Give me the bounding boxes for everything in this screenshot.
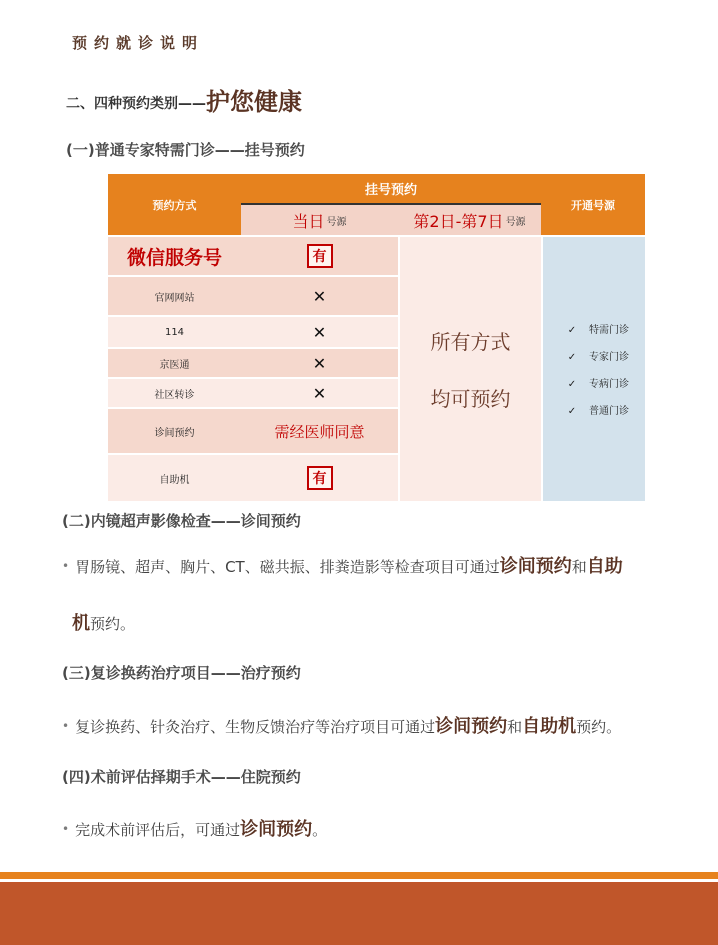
emphasis-kiosk-cont: 机 (72, 613, 90, 634)
emphasis-kiosk: 自助 (586, 556, 623, 577)
row-label-community (108, 379, 241, 407)
paragraph-text: 预约。 (576, 718, 622, 736)
cross-icon: ✕ (312, 353, 327, 373)
subheading-registration: (一)普通专家特需门诊——挂号预约 (66, 141, 305, 159)
paragraph-text: 和 (507, 718, 523, 736)
appointment-table (108, 174, 645, 501)
paragraph-endoscopy-cont (72, 609, 135, 635)
check-icon: ✓ (567, 325, 577, 336)
row-today-kiosk (241, 455, 398, 501)
bullet-icon: • (62, 822, 70, 836)
source-item-label: 专病门诊 (589, 379, 629, 390)
section-heading-emphasis: 护您健康 (206, 88, 302, 116)
row-label-text: 诊间预约 (154, 427, 195, 439)
source-item-label: 特需门诊 (589, 325, 629, 336)
header-later-label: 第2日-第7日 (413, 211, 504, 231)
document-title: 预约就诊说明 (72, 34, 205, 52)
subheading-treatment: (三)复诊换药治疗项目——治疗预约 (62, 664, 301, 682)
section-heading (66, 82, 302, 117)
row-today-community (241, 379, 398, 407)
row-label-website (108, 277, 241, 315)
row-label-114 (108, 317, 241, 347)
paragraph-text: 和 (571, 558, 587, 576)
row-label-text: 官网网站 (154, 292, 195, 304)
footer-bar (0, 882, 718, 945)
bullet-icon: • (62, 559, 70, 573)
emphasis-clinic-booking: 诊间预约 (499, 556, 572, 577)
paragraph-text: 预约。 (90, 615, 136, 633)
available-mark: 有 (307, 244, 333, 268)
subheading-endoscopy: (二)内镜超声影像检查——诊间预约 (62, 512, 301, 530)
row-label-text: 京医通 (159, 359, 190, 371)
available-mark: 有 (307, 466, 333, 490)
check-icon: ✓ (567, 406, 577, 417)
paragraph-endoscopy (62, 552, 623, 578)
source-item (555, 348, 629, 363)
paragraph-surgery (62, 815, 327, 841)
emphasis-clinic-booking: 诊间预约 (240, 819, 313, 840)
cross-icon: ✕ (312, 322, 327, 342)
header-later (398, 203, 541, 235)
row-label-text: 自助机 (159, 474, 190, 486)
later-line-2: 均可预约 (430, 387, 511, 411)
row-label-clinic (108, 409, 241, 453)
row-label-wechat (108, 237, 241, 275)
source-list (543, 237, 645, 501)
source-item (555, 375, 629, 390)
header-today (241, 203, 398, 235)
header-method: 预约方式 (108, 174, 241, 235)
header-today-label: 当日 (292, 211, 325, 231)
source-item (555, 321, 629, 336)
paragraph-text: 胃肠镜、超声、胸片、CT、磁共振、排粪造影等检查项目可通过 (75, 558, 500, 576)
cross-icon: ✕ (312, 286, 327, 306)
footer-accent-line (0, 872, 718, 879)
source-item-label: 专家门诊 (589, 352, 629, 363)
row-label-kiosk (108, 455, 241, 501)
row-label-text: 社区转诊 (154, 389, 195, 401)
emphasis-kiosk: 自助机 (522, 716, 577, 737)
row-label-text: 微信服务号 (126, 246, 222, 269)
paragraph-text: 复诊换药、针灸治疗、生物反馈治疗等治疗项目可通过 (75, 718, 436, 736)
later-days-merged-cell (400, 237, 541, 501)
source-item (555, 402, 629, 417)
row-today-wechat (241, 237, 398, 275)
check-icon: ✓ (567, 379, 577, 390)
row-today-website (241, 277, 398, 315)
bullet-icon: • (62, 719, 70, 733)
header-register: 挂号预约 (241, 174, 541, 203)
header-today-suffix: 号源 (326, 216, 347, 228)
source-item-label: 普通门诊 (589, 406, 629, 417)
row-today-jingyitong (241, 349, 398, 377)
later-line-1: 所有方式 (430, 330, 511, 354)
cross-icon: ✕ (312, 383, 327, 403)
row-today-114 (241, 317, 398, 347)
header-source: 开通号源 (541, 174, 645, 235)
paragraph-text: 。 (312, 821, 328, 839)
section-heading-prefix: 二、四种预约类别—— (66, 96, 206, 112)
paragraph-treatment (62, 712, 621, 738)
subheading-surgery: (四)术前评估择期手术——住院预约 (62, 768, 301, 786)
paragraph-text: 完成术前评估后，可通过 (75, 821, 241, 839)
emphasis-clinic-booking: 诊间预约 (435, 716, 508, 737)
header-later-suffix: 号源 (505, 216, 526, 228)
row-today-clinic (241, 409, 398, 453)
row-label-jingyitong (108, 349, 241, 377)
check-icon: ✓ (567, 352, 577, 363)
doctor-consent-note: 需经医师同意 (274, 422, 365, 441)
row-label-text: 114 (164, 326, 185, 338)
